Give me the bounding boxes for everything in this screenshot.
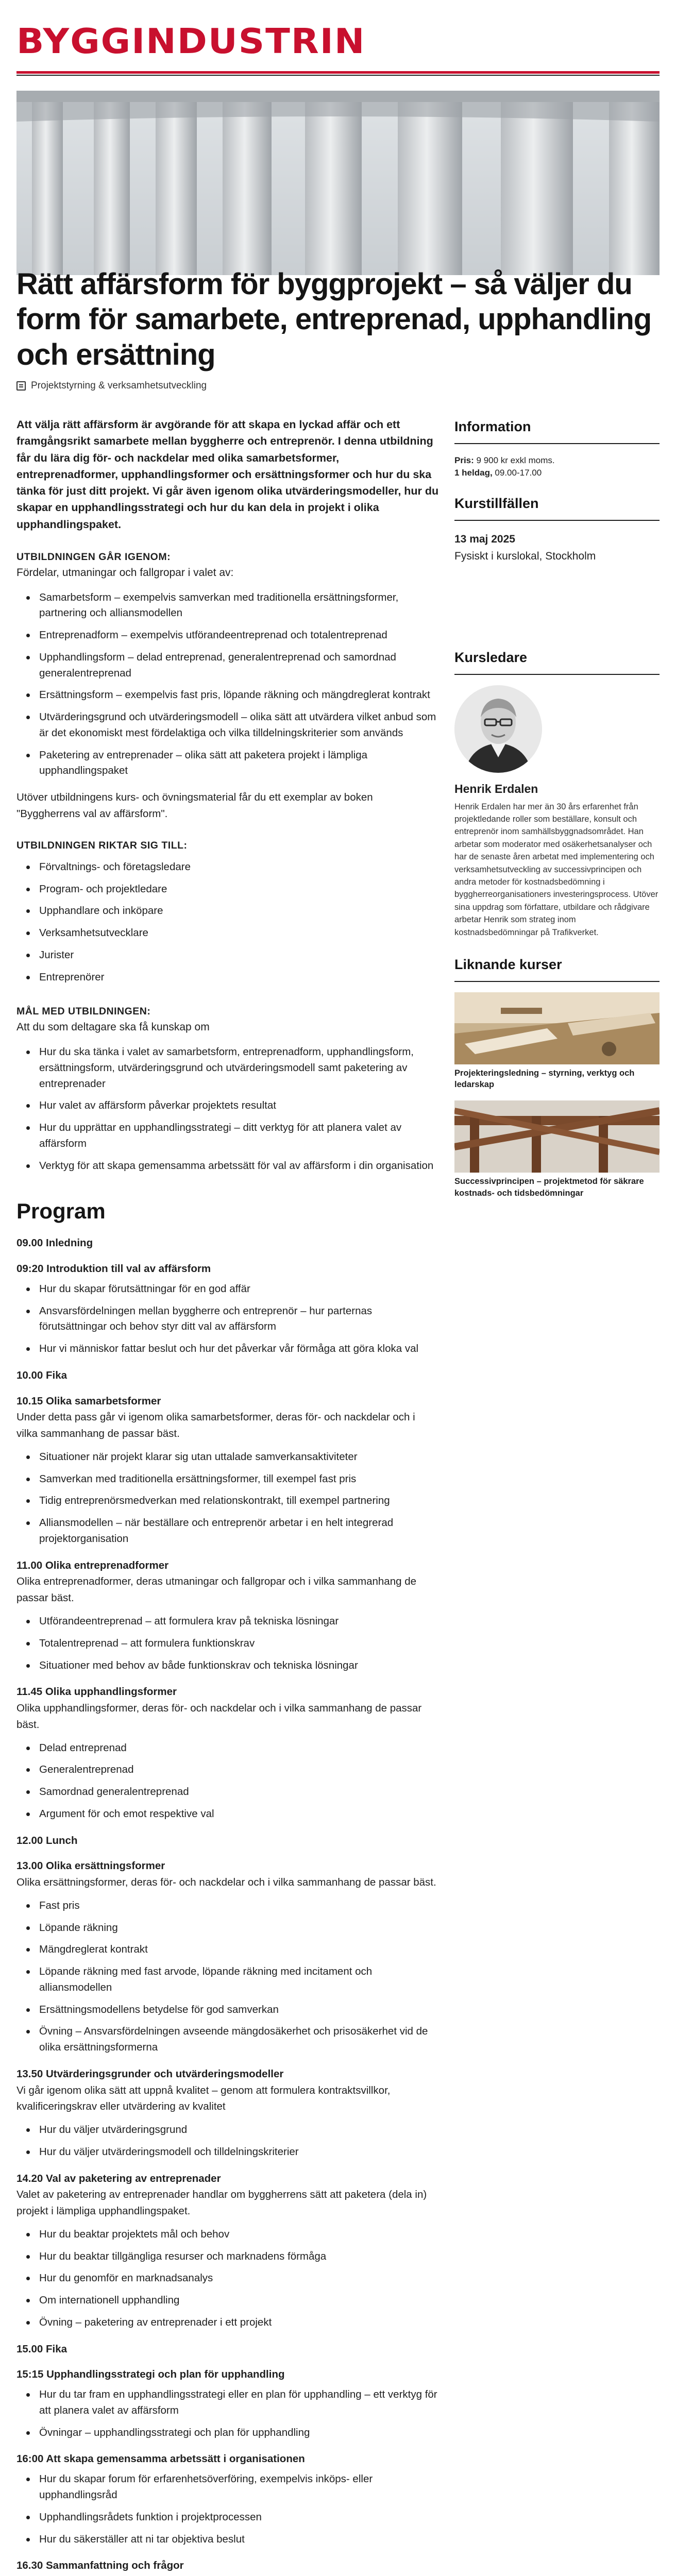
related-course-title[interactable]: Successivprincipen – projektmetod för säkrare kostnads- och tidsbedömningar [454, 1177, 644, 1198]
list-item: Hur du upprättar en upphandlingsstrategi – ditt verktyg för att planera valet av affärsform [16, 1120, 439, 1152]
list-item: Alliansmodellen – när beställare och entreprenör arbetar i en helt integrerad projektorganisation [16, 1515, 439, 1547]
program-time: 14.20 Val av paketering av entreprenader [16, 2172, 221, 2184]
list-item: Situationer när projekt klarar sig utan uttalade samverkansaktiviteter [16, 1449, 439, 1465]
section-subtext: Att du som deltagare ska få kunskap om [16, 1021, 210, 1033]
occasions-box [454, 493, 660, 565]
program-list [16, 1614, 439, 1673]
list-item: Ersättningsmodellens betydelse för god samverkan [16, 2002, 439, 2018]
list-item: Upphandlare och inköpare [16, 903, 439, 919]
price-value: 9 900 kr exkl moms. [476, 455, 555, 465]
list-item: Övning – paketering av entreprenader i ett projekt [16, 2315, 439, 2331]
book-note: Utöver utbildningens kurs- och övningsmaterial får du ett exemplar av boken "Byggherrens val av affärsform". [16, 791, 373, 820]
list-item: Upphandlingsrådets funktion i projektprocessen [16, 2510, 439, 2526]
category-tag[interactable] [16, 378, 207, 393]
list-item: Hur valet av affärsform påverkar projektets resultat [16, 1098, 439, 1114]
site-header [16, 0, 660, 76]
program-time: 11.00 Olika entreprenadformer [16, 1559, 169, 1571]
section-list [16, 859, 439, 986]
list-item: Argument för och emot respektive val [16, 1806, 439, 1822]
related-course-title[interactable]: Projekteringsledning – styrning, verktyg och ledarskap [454, 1068, 635, 1090]
program-desc: Under detta pass går vi igenom olika samarbetsformer, deras för- och nackdelar och i vilka sammanhang de passar bäst. [16, 1411, 415, 1440]
program-list [16, 1740, 439, 1822]
list-item: Ansvarsfördelningen mellan byggherre och entreprenör – hur parternas förutsättningar och behov styr ditt val av affärsform [16, 1303, 439, 1335]
list-item: Övningar – upphandlingsstrategi och plan för upphandling [16, 2425, 439, 2441]
page-title: Rätt affärsform för byggprojekt – så väljer du form för samarbete, entreprenad, upphandling och ersättning [16, 267, 652, 371]
program-list [16, 2227, 439, 2331]
hero-image [16, 91, 660, 275]
list-item: Verksamhetsutvecklare [16, 925, 439, 941]
program-time: 15:15 Upphandlingsstrategi och plan för upphandling [16, 2368, 285, 2381]
section-heading: UTBILDNINGEN GÅR IGENOM: [16, 551, 171, 563]
program-list [16, 2122, 439, 2160]
list-item: Hur vi människor fattar beslut och hur det påverkar vår förmåga att göra kloka val [16, 1341, 439, 1357]
list-item: Delad entreprenad [16, 1740, 439, 1756]
related-course-card[interactable] [454, 992, 660, 1091]
list-item: Utförandeentreprenad – att formulera krav på tekniska lösningar [16, 1614, 439, 1630]
program-list [16, 2387, 439, 2441]
program-desc: Olika ersättningsformer, deras för- och nackdelar och i vilka sammanhang de passar bäst. [16, 1876, 436, 1889]
hero-columns-photo [16, 91, 660, 275]
program-list [16, 1898, 439, 2056]
program-desc: Olika entreprenadformer, deras utmaningar och fallgropar och i vilka sammanhang de passar bäst. [16, 1575, 416, 1604]
program-time: 16.30 Sammanfattning och frågor [16, 2560, 184, 2572]
program-time: 13.50 Utvärderingsgrunder och utvärderingsmodeller [16, 2067, 284, 2080]
sidebar [454, 416, 660, 1209]
section-heading: MÅL MED UTBILDNINGEN: [16, 1006, 151, 1018]
teacher-name: Henrik Erdalen [454, 782, 538, 795]
list-item: Generalentreprenad [16, 1762, 439, 1778]
list-item: Entreprenörer [16, 970, 439, 986]
list-item: Verktyg för att skapa gemensamma arbetssätt för val av affärsform i din organisation [16, 1158, 439, 1174]
list-item: Hur du beaktar projektets mål och behov [16, 2227, 439, 2243]
section-audience [16, 838, 439, 986]
list-item: Hur du skapar förutsättningar för en god affär [16, 1281, 439, 1297]
program-title: Program [16, 1199, 106, 1224]
list-item: Löpande räkning [16, 1920, 439, 1936]
occasion-place: Fysiskt i kurslokal, Stockholm [454, 550, 596, 562]
program-desc: Vi går igenom olika sätt att uppnå kvalitet – genom att formulera kontraktsvillkor, kvalificeringskrav eller utvärdering av kvalitet [16, 2084, 391, 2113]
page [16, 0, 660, 76]
list-item: Samordnad generalentreprenad [16, 1784, 439, 1800]
teacher-avatar [454, 685, 542, 773]
related-course-image[interactable] [454, 1100, 660, 1173]
info-heading: Information [454, 416, 660, 444]
program-desc: Olika upphandlingsformer, deras för- och nackdelar och i vilka sammanhang de passar bäst. [16, 1702, 422, 1731]
list-item: Övning – Ansvarsfördelningen avseende mängdosäkerhet och prisosäkerhet vid de olika ersättningsformerna [16, 2024, 439, 2056]
list-item: Situationer med behov av både funktionskrav och tekniska lösningar [16, 1658, 439, 1674]
program-section [16, 1194, 439, 2576]
main-content [16, 416, 439, 2576]
course-photo [454, 992, 660, 1064]
section-goals [16, 1004, 439, 1174]
program-list [16, 1281, 439, 1357]
list-item: Ersättningsform – exempelvis fast pris, löpande räkning och mängdreglerat kontrakt [16, 687, 439, 703]
related-courses [454, 954, 660, 1199]
list-item: Fast pris [16, 1898, 439, 1914]
category-label: Projektstyrning & verksamhetsutveckling [31, 380, 207, 391]
section-list [16, 590, 439, 779]
duration-label: 1 heldag, [454, 468, 493, 478]
section-list [16, 1044, 439, 1174]
price-label: Pris: [454, 455, 474, 465]
list-item: Entreprenadform – exempelvis utförandeentreprenad och totalentreprenad [16, 628, 439, 643]
program-time: 13.00 Olika ersättningsformer [16, 1860, 165, 1872]
program-list [16, 1449, 439, 1547]
list-item: Utvärderingsgrund och utvärderingsmodell – olika sätt att utvärdera vilket anbud som är det ekonomiskt mest fördelaktiga och vilka tilldelningskriterier som används [16, 709, 439, 741]
list-item: Hur du säkerställer att ni tar objektiva beslut [16, 2532, 439, 2548]
list-item: Hur du ska tänka i valet av samarbetsform, entreprenadform, upphandlingsform, ersättningsform, utvärderingsgrund och utvärderingsmodell samt paketering av entreprenader [16, 1044, 439, 1092]
list-item: Upphandlingsform – delad entreprenad, generalentreprenad och samordnad generalentreprenad [16, 650, 439, 682]
duration-value: 09.00-17.00 [495, 468, 542, 478]
related-course-card[interactable] [454, 1100, 660, 1199]
list-item: Tidig entreprenörsmedverkan med relationskontrakt, till exempel partnering [16, 1493, 439, 1509]
program-time: 12.00 Lunch [16, 1834, 78, 1846]
list-item: Samarbetsform – exempelvis samverkan med traditionella ersättningsformer, partnering och alliansmodellen [16, 590, 439, 622]
section-subtext: Fördelar, utmaningar och fallgropar i valet av: [16, 566, 234, 579]
occasion-date[interactable]: 13 maj 2025 [454, 533, 515, 545]
list-item: Hur du väljer utvärderingsgrund [16, 2122, 439, 2138]
site-logo[interactable]: BYGGINDUSTRIN [16, 21, 366, 61]
list-item: Hur du tar fram en upphandlingsstrategi eller en plan för upphandling – ett verktyg för att planera valet av affärsform [16, 2387, 439, 2419]
program-time: 09:20 Introduktion till val av affärsform [16, 1263, 211, 1275]
duration-row [454, 467, 660, 480]
course-photo [454, 1100, 660, 1173]
list-item: Löpande räkning med fast arvode, löpande räkning med incitament och alliansmodellen [16, 1964, 439, 1996]
info-box [454, 416, 660, 480]
sidebar-spacer [454, 575, 660, 647]
list-item: Program- och projektledare [16, 882, 439, 897]
related-heading: Liknande kurser [454, 954, 660, 982]
occasions-heading: Kurstillfällen [454, 493, 660, 521]
program-time: 16:00 Att skapa gemensamma arbetssätt i organisationen [16, 2453, 305, 2465]
list-item: Förvaltnings- och företagsledare [16, 859, 439, 875]
header-divider-thin [16, 75, 660, 76]
list-item: Hur du genomför en marknadsanalys [16, 2270, 439, 2286]
header-divider [16, 71, 660, 74]
program-desc: Valet av paketering av entreprenader handlar om byggherrens sätt att paketera (dela in) projekt i lämpliga upphandlingspaket. [16, 2189, 427, 2217]
list-item: Hur du skapar forum för erfarenhetsöverföring, exempelvis inköps- eller upphandlingsråd [16, 2471, 439, 2503]
category-icon [16, 381, 26, 391]
section-heading: UTBILDNINGEN RIKTAR SIG TILL: [16, 839, 188, 851]
related-course-image[interactable] [454, 992, 660, 1064]
program-time: 10.15 Olika samarbetsformer [16, 1395, 161, 1407]
list-item: Mängdreglerat kontrakt [16, 1942, 439, 1958]
teacher-heading: Kursledare [454, 647, 660, 675]
list-item: Totalentreprenad – att formulera funktionskrav [16, 1636, 439, 1652]
list-item: Hur du beaktar tillgängliga resurser och marknadens förmåga [16, 2249, 439, 2265]
list-item: Paketering av entreprenader – olika sätt att paketera projekt i lämpliga upphandlingspaket [16, 748, 439, 779]
teacher-box [454, 647, 660, 939]
program-time: 11.45 Olika upphandlingsformer [16, 1686, 177, 1698]
program-time: 09.00 Inledning [16, 1237, 93, 1249]
program-list [16, 2471, 439, 2547]
teacher-portrait [454, 685, 542, 773]
teacher-bio: Henrik Erdalen har mer än 30 års erfarenhet från projektledande roller som beställare, konsult och entreprenör inom samhällsbyggnadsområdet. Han arbetar som moderator med osäkerhetsanalyser och har de senaste åren arbetat med implementering och verksamhetsutveckling av successivprincipen och andra metoder för kostnadsbedömning i byggherreorganisationers investeringsprocess. Utöver sina uppdrag som författare, utbildare och rådgivare arbetar Henrik som strateg inom kostnadsbedömningar på Trafikverket. [454, 802, 658, 937]
list-item: Jurister [16, 947, 439, 963]
list-item: Samverkan med traditionella ersättningsformer, till exempel fast pris [16, 1471, 439, 1487]
program-time: 15.00 Fika [16, 2343, 67, 2355]
list-item: Om internationell upphandling [16, 2293, 439, 2309]
list-item: Hur du väljer utvärderingsmodell och tilldelningskriterier [16, 2144, 439, 2160]
section-covers [16, 549, 439, 822]
lead-text: Att välja rätt affärsform är avgörande för att skapa en lyckad affär och ett framgångsrikt samarbete mellan byggherre och entreprenör. I denna utbildning får du lära dig för- och nackdelar med olika samarbetsformer, entreprenadformer, upphandlingsformer och ersättningsformer och hur du ska tänka för just ditt projekt. Vi går även igenom olika utvärderingsmodeller, hur du skapar en upphandlingsstrategi och hur du kan dela in projekt i olika upphandlingspaket. [16, 418, 439, 531]
program-time: 10.00 Fika [16, 1369, 67, 1381]
price-row [454, 454, 660, 467]
